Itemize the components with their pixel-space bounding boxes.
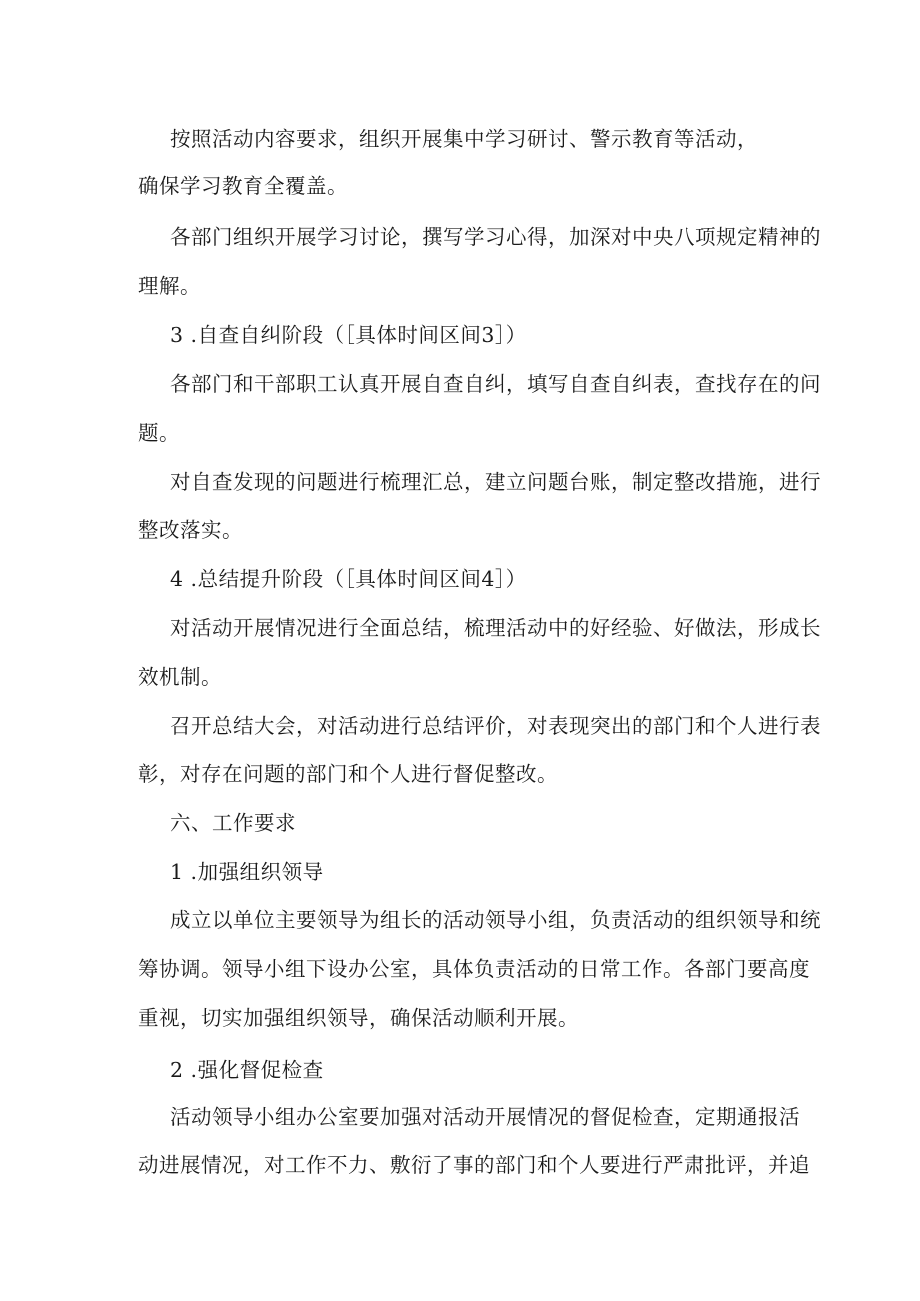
paragraph-line: 对活动开展情况进行全面总结，梳理活动中的好经验、好做法，形成长 — [170, 616, 821, 640]
paragraph-line: 题。 — [138, 421, 180, 445]
paragraph-line: 各部门和干部职工认真开展自查自纠，填写自查自纠表，查找存在的问 — [170, 372, 821, 396]
paragraph-line: 成立以单位主要领导为组长的活动领导小组，负责活动的组织领导和统 — [170, 908, 821, 932]
paragraph-line: 召开总结大会，对活动进行总结评价，对表现突出的部门和个人进行表 — [170, 714, 821, 738]
paragraph-line: 重视，切实加强组织领导，确保活动顺利开展。 — [138, 1006, 579, 1030]
section-heading: 4 .总结提升阶段（［具体时间区间4］） — [170, 567, 527, 591]
paragraph-line: 确保学习教育全覆盖。 — [138, 174, 348, 198]
paragraph-line: 理解。 — [138, 274, 201, 298]
paragraph-line: 各部门组织开展学习讨论，撰写学习心得，加深对中央八项规定精神的 — [170, 225, 821, 249]
paragraph-line: 活动领导小组办公室要加强对活动开展情况的督促检查，定期通报活 — [170, 1105, 800, 1129]
section-heading: 3 .自查自纠阶段（［具体时间区间3］） — [170, 323, 527, 347]
section-heading: 2 .强化督促检查 — [170, 1058, 324, 1082]
paragraph-line: 动进展情况，对工作不力、敷衍了事的部门和个人要进行严肃批评，并追 — [138, 1153, 810, 1177]
paragraph-line: 按照活动内容要求，组织开展集中学习研讨、警示教育等活动， — [170, 127, 758, 151]
section-title: 六、工作要求 — [170, 811, 296, 835]
paragraph-line: 彰，对存在问题的部门和个人进行督促整改。 — [138, 762, 558, 786]
paragraph-line: 对自查发现的问题进行梳理汇总，建立问题台账，制定整改措施，进行 — [170, 470, 821, 494]
paragraph-line: 筹协调。领导小组下设办公室，具体负责活动的日常工作。各部门要高度 — [138, 957, 810, 981]
paragraph-line: 效机制。 — [138, 665, 222, 689]
section-heading: 1 .加强组织领导 — [170, 860, 324, 884]
paragraph-line: 整改落实。 — [138, 518, 243, 542]
